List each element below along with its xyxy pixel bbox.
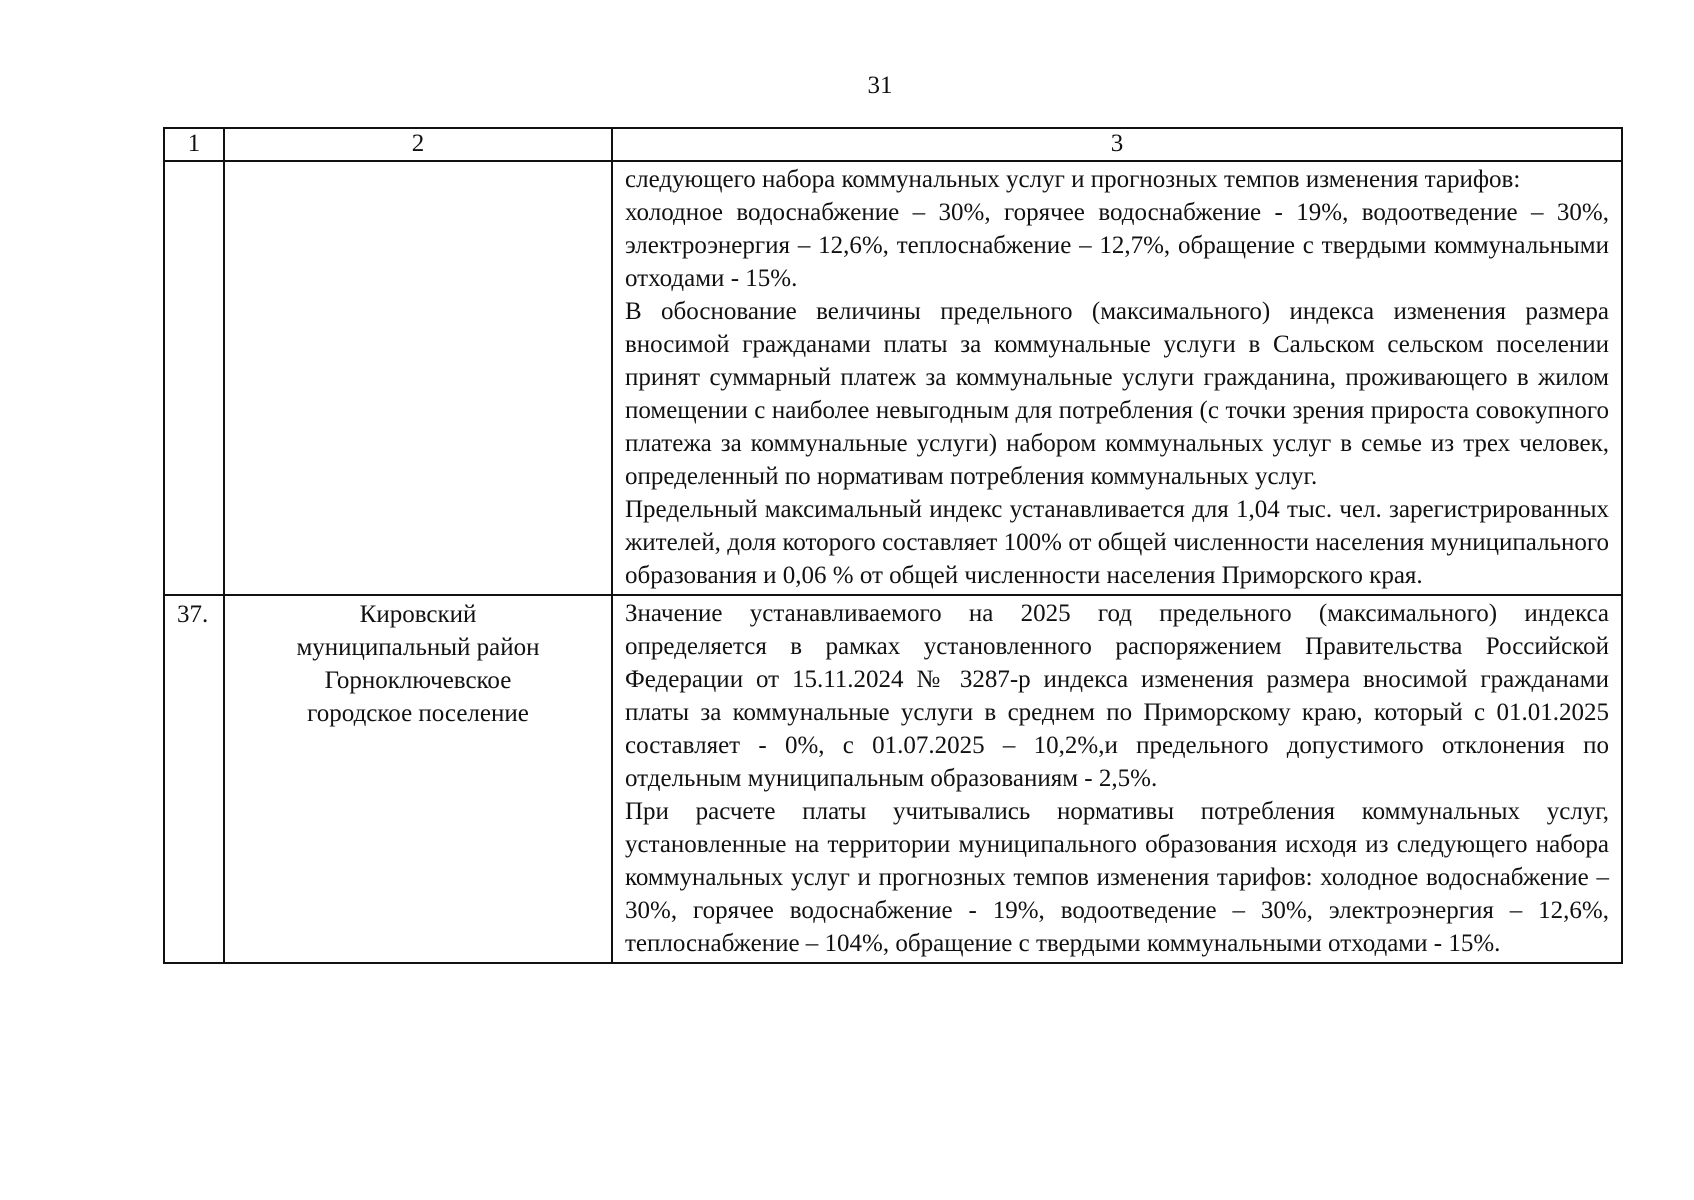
- paragraph: следующего набора коммунальных услуг и прогнозных темпов изменения тарифов:: [625, 166, 1521, 193]
- header-col-3: 3: [612, 128, 1622, 161]
- header-col-1: 1: [164, 128, 224, 161]
- paragraph: В обоснование величины предельного (максимального) индекса изменения размера вносимой гражданами платы за коммунальные услуги в Сальском сельском поселении принят суммарный платеж за коммунальные услуги гражданина, проживающего в жилом помещении с наиболее невыгодным для потребления (с точки зрения прироста совокупного платежа за коммунальные услуги) набором коммунальных услуг в семье из трех человек, определенный по нормативам потребления коммунальных услуг.: [625, 298, 1609, 490]
- municipality-name-line: муниципальный район: [296, 634, 540, 661]
- table-row: [164, 161, 1622, 595]
- row-description: [612, 595, 1622, 963]
- table-header-row: [164, 128, 1622, 161]
- header-col-2: 2: [224, 128, 612, 161]
- municipality-name-line: Кировский: [359, 601, 477, 628]
- row-number: [164, 161, 224, 595]
- table-row: [164, 595, 1622, 963]
- municipality-name: [224, 161, 612, 595]
- row-number: 37.: [164, 595, 224, 963]
- tariff-table: [163, 127, 1623, 964]
- municipality-name-line: городское поселение: [307, 700, 529, 727]
- municipality-name-line: Горноключевское: [324, 667, 512, 694]
- page-number: 31: [867, 72, 893, 99]
- row-description: [612, 161, 1622, 595]
- paragraph: Предельный максимальный индекс устанавливается для 1,04 тыс. чел. зарегистрированных жителей, доля которого составляет 100% от общей численности населения муниципального образования и 0,06 % от общей численности населения Приморского края.: [625, 496, 1609, 589]
- paragraph: При расчете платы учитывались нормативы потребления коммунальных услуг, установленные на территории муниципального образования исходя из следующего набора коммунальных услуг и прогнозных темпов изменения тарифов: холодное водоснабжение – 30%, горячее водоснабжение - 19%, водоотведение – 30%, электроэнергия – 12,6%, теплоснабжение – 104%, обращение с твердыми коммунальными отходами - 15%.: [625, 798, 1609, 957]
- paragraph: холодное водоснабжение – 30%, горячее водоснабжение - 19%, водоотведение – 30%, электроэнергия – 12,6%, теплоснабжение – 12,7%, обращение с твердыми коммунальными отходами - 15%.: [625, 199, 1609, 292]
- paragraph: Значение устанавливаемого на 2025 год предельного (максимального) индекса определяется в рамках установленного распоряжением Правительства Российской Федерации от 15.11.2024 № 3287-р индекса изменения размера вносимой гражданами платы за коммунальные услуги в среднем по Приморскому краю, который с 01.01.2025 составляет - 0%, с 01.07.2025 – 10,2%,и предельного допустимого отклонения по отдельным муниципальным образованиям - 2,5%.: [625, 600, 1609, 792]
- municipality-name: [224, 595, 612, 963]
